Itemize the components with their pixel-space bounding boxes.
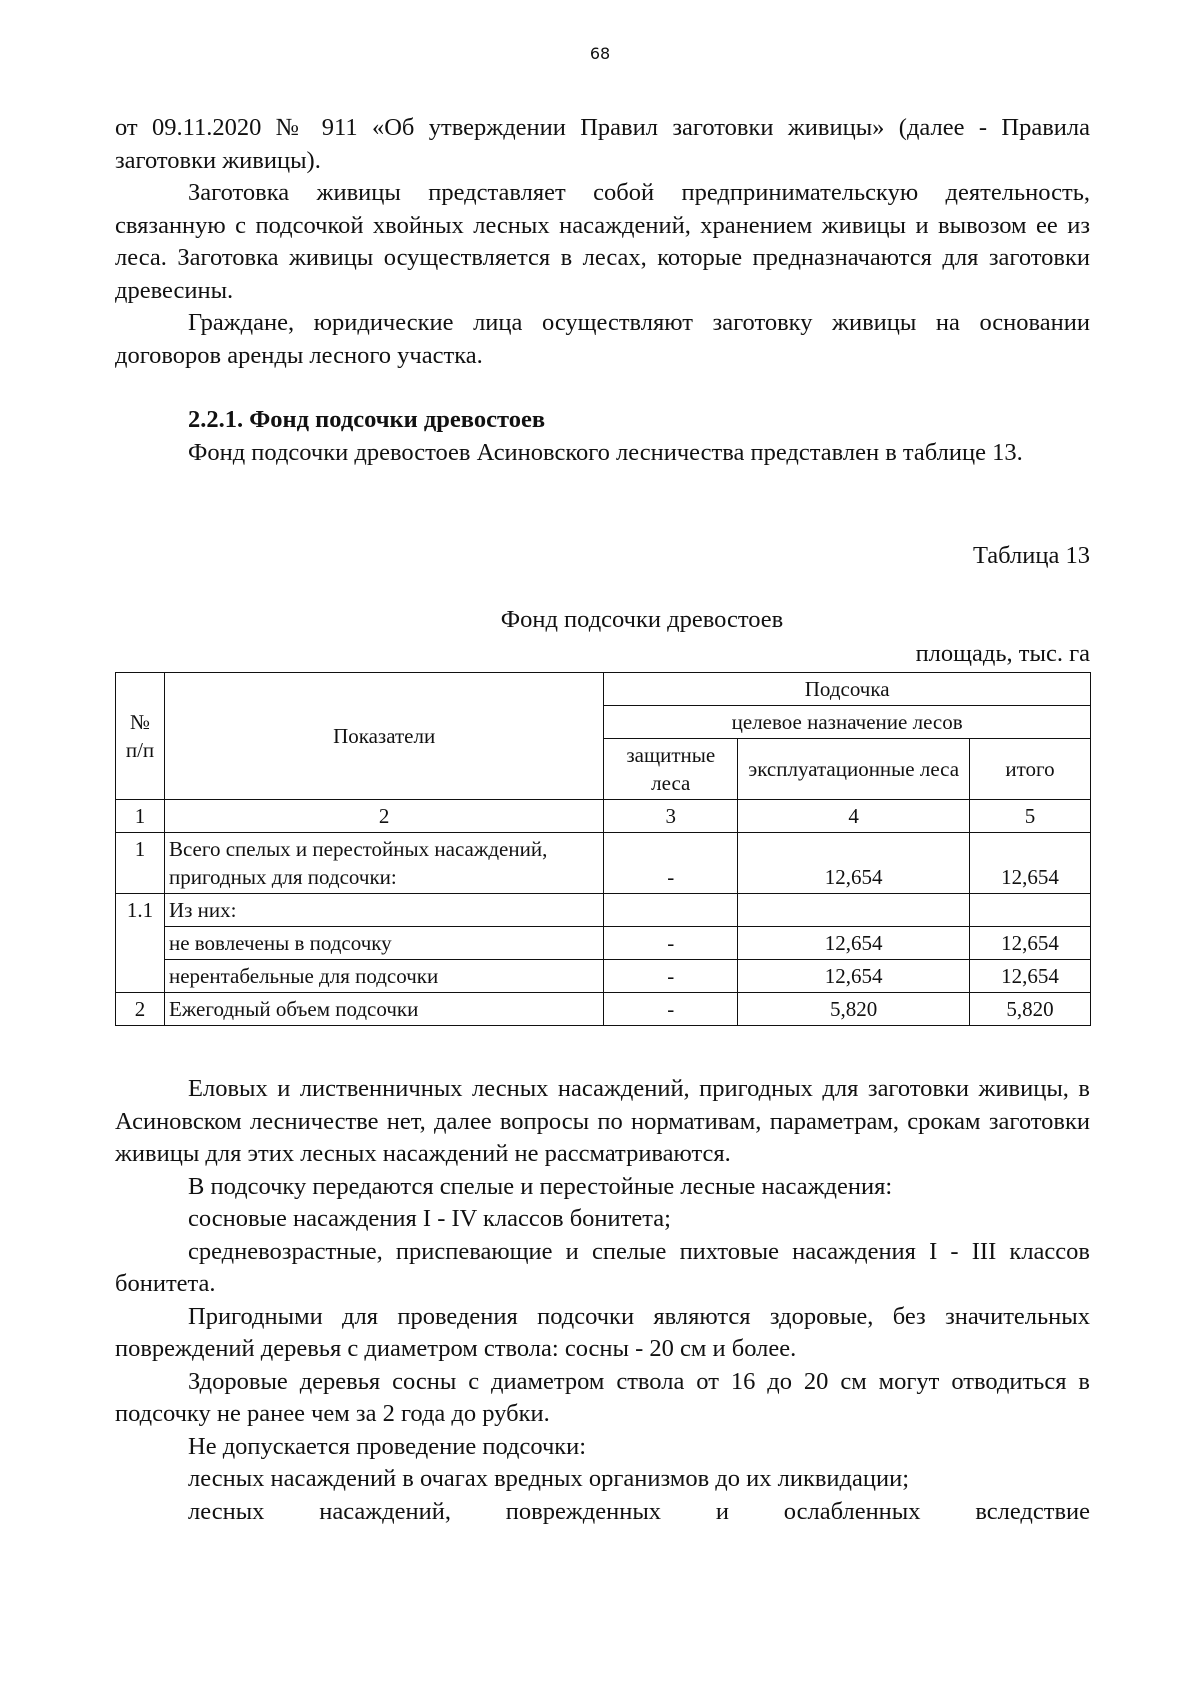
row-total [970, 894, 1091, 927]
row-num: 1.1 [116, 894, 165, 993]
intro-paragraph-3: Граждане, юридические лица осуществляют заготовку живицы на основании договоров аренды лесного участка. [115, 309, 1090, 369]
row-label: Ежегодный объем подсочки [164, 993, 603, 1026]
intro-paragraph-2: Заготовка живицы представляет собой предпринимательскую деятельность, связанную с подсочкой хвойных лесных насаждений, хранением живицы и вывозом ее из леса. Заготовка живицы осуществляется в лесах, которые предназначаются для заготовки древесины. [115, 179, 1090, 304]
row-num: 1 [116, 833, 165, 894]
row-label: не вовлечены в подсочку [164, 927, 603, 960]
row-protective: - [604, 833, 738, 894]
after-paragraph-7: Не допускается проведение подсочки: [188, 1432, 587, 1460]
col-number: 4 [738, 800, 970, 833]
row-exploitation: 12,654 [738, 960, 970, 993]
row-exploitation: 5,820 [738, 993, 970, 1026]
table-title: Фонд подсочки древостоев [500, 606, 784, 633]
after-paragraph-2: В подсочку передаются спелые и перестойные лесные насаждения: [188, 1172, 893, 1200]
intro-text [115, 112, 1090, 372]
row-exploitation [738, 894, 970, 927]
table-row [116, 833, 1091, 894]
col-number: 3 [604, 800, 738, 833]
row-exploitation: 12,654 [738, 833, 970, 894]
header-num: № п/п [116, 673, 165, 800]
after-paragraph-6: Здоровые деревья сосны с диаметром ствола от 16 до 20 см могут отводиться в подсочку не ранее чем за 2 года до рубки. [115, 1367, 1090, 1427]
row-protective [604, 894, 738, 927]
header-protective: защитные леса [604, 739, 738, 800]
page-number: 68 [589, 44, 611, 63]
col-number: 1 [116, 800, 165, 833]
intro-paragraph-1: от 09.11.2020 № 911 «Об утверждении Правил заготовки живицы» (далее - Правила заготовки живицы). [115, 114, 1090, 174]
row-total: 5,820 [970, 993, 1091, 1026]
row-exploitation: 12,654 [738, 927, 970, 960]
after-table-text [115, 1073, 1090, 1528]
table-row [116, 993, 1091, 1026]
row-label: нерентабельные для подсочки [164, 960, 603, 993]
row-label: Всего спелых и перестойных насаждений, пригодных для подсочки: [164, 833, 603, 894]
table-row [116, 960, 1091, 993]
row-protective: - [604, 993, 738, 1026]
col-number: 2 [164, 800, 603, 833]
table-row [116, 894, 1091, 927]
after-paragraph-8: лесных насаждений в очагах вредных организмов до их ликвидации; [188, 1465, 910, 1492]
header-purpose: целевое назначение лесов [604, 706, 1091, 739]
section-heading: 2.2.1. Фонд подсочки древостоев [188, 406, 546, 433]
after-paragraph-9: лесных насаждений, поврежденных и ослабленных вследствие [188, 1497, 1090, 1525]
row-label: Из них: [164, 894, 603, 927]
after-paragraph-4: средневозрастные, приспевающие и спелые пихтовые насаждения I - III классов бонитета. [115, 1237, 1090, 1297]
table-row [116, 927, 1091, 960]
section-text: Фонд подсочки древостоев Асиновского лесничества представлен в таблице 13. [188, 438, 1023, 466]
column-number-row [116, 800, 1091, 833]
after-paragraph-1: Еловых и лиственничных лесных насаждений, пригодных для заготовки живицы, в Асиновском лесничестве нет, далее вопросы по нормативам, параметрам, срокам заготовки живицы для этих лесных насаждений не рассматриваются. [115, 1075, 1090, 1167]
row-total: 12,654 [970, 833, 1091, 894]
row-protective: - [604, 960, 738, 993]
header-podsochka: Подсочка [604, 673, 1091, 706]
header-total: итого [970, 739, 1091, 800]
row-protective: - [604, 927, 738, 960]
section-2-2-1 [115, 404, 1090, 469]
row-total: 12,654 [970, 927, 1091, 960]
header-exploitation: эксплуатационные леса [738, 739, 970, 800]
forest-tapping-table [115, 672, 1091, 1026]
table-unit: площадь, тыс. га [915, 640, 1090, 667]
col-number: 5 [970, 800, 1091, 833]
row-num: 2 [116, 993, 165, 1026]
after-paragraph-5: Пригодными для проведения подсочки являются здоровые, без значительных повреждений деревья с диаметром ствола: сосны - 20 см и более. [115, 1302, 1090, 1362]
row-total: 12,654 [970, 960, 1091, 993]
table-header-row-1 [116, 673, 1091, 706]
header-indicators: Показатели [164, 673, 603, 800]
after-paragraph-3: сосновые насаждения I - IV классов бонитета; [188, 1205, 671, 1232]
table-label: Таблица 13 [972, 542, 1090, 569]
